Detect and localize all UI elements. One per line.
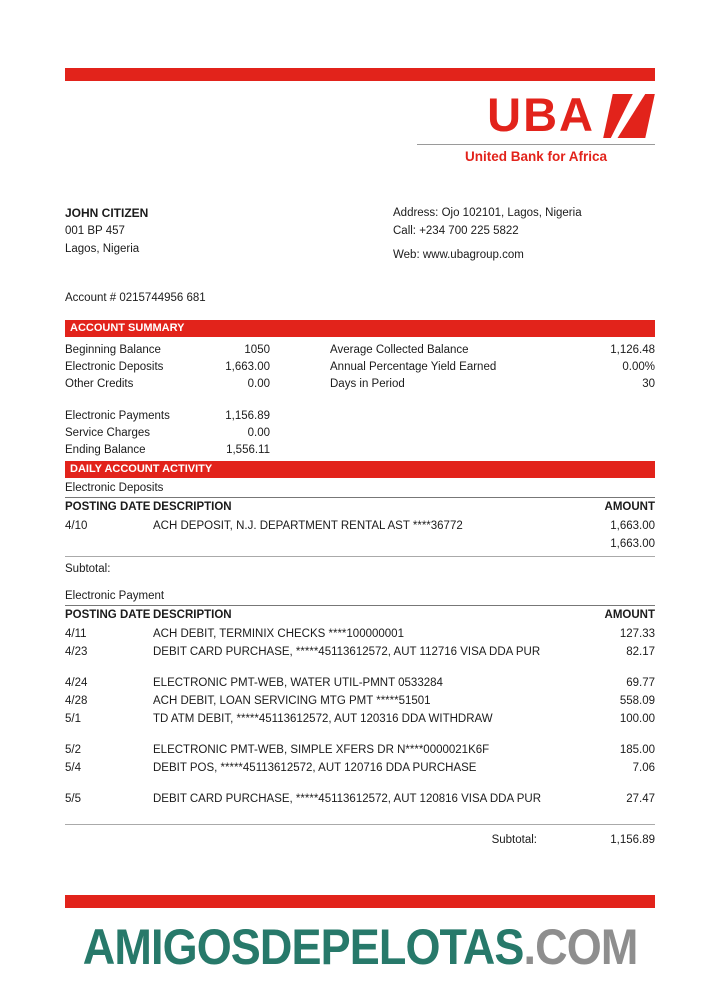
column-posting-date: POSTING DATE [65, 500, 151, 513]
posting-date-cell: 4/10 [65, 519, 88, 532]
payments-subtotal-row [65, 824, 655, 848]
subtotal-label: Subtotal: [491, 833, 537, 846]
table-row [65, 692, 655, 710]
posting-date-cell: 5/5 [65, 792, 81, 805]
brand-tagline: United Bank for Africa [417, 144, 655, 164]
amount-cell: 185.00 [619, 743, 655, 756]
bank-contact-block [393, 204, 655, 264]
description-cell: ACH DEBIT, LOAN SERVICING MTG PMT *****51501 [153, 694, 431, 707]
column-description: DESCRIPTION [153, 500, 232, 513]
summary-value: 30 [642, 377, 655, 390]
watermark-main: AMIGOSDEPELOTAS [82, 919, 524, 975]
summary-row [65, 359, 655, 376]
amount-cell: 1,663.00 [610, 519, 655, 532]
row-gap [65, 661, 655, 674]
posting-date-cell: 5/4 [65, 761, 81, 774]
account-summary-header: ACCOUNT SUMMARY [65, 320, 655, 337]
description-cell: ELECTRONIC PMT-WEB, SIMPLE XFERS DR N****0000021K6F [153, 743, 490, 756]
watermark-suffix: .COM [523, 919, 638, 975]
description-cell: ACH DEPOSIT, N.J. DEPARTMENT RENTAL AST ****36772 [153, 519, 463, 532]
account-number: Account # 0215744956 681 [65, 291, 206, 304]
watermark-text [82, 919, 638, 975]
summary-value: 0.00 [247, 377, 270, 390]
amount-cell: 27.47 [626, 792, 655, 805]
description-cell: TD ATM DEBIT, *****45113612572, AUT 120316 DDA WITHDRAW [153, 712, 493, 725]
table-row [65, 710, 655, 728]
description-cell: DEBIT POS, *****45113612572, AUT 120716 DDA PURCHASE [153, 761, 477, 774]
description-cell: DEBIT CARD PURCHASE, *****45113612572, AUT 120816 VISA DDA PUR [153, 792, 542, 805]
bank-website: Web: www.ubagroup.com [393, 248, 524, 261]
account-summary-table [65, 337, 655, 459]
table-header-row [65, 498, 655, 517]
amount-cell: 558.09 [619, 694, 655, 707]
posting-date-cell: 4/23 [65, 645, 88, 658]
summary-row [65, 376, 655, 393]
amount-cell: 82.17 [626, 645, 655, 658]
brand-logo-block [65, 88, 655, 164]
deposits-section-label: Electronic Deposits [65, 480, 655, 498]
bottom-red-bar [65, 895, 655, 908]
daily-activity-header: DAILY ACCOUNT ACTIVITY [65, 461, 655, 478]
column-amount: AMOUNT [604, 608, 655, 621]
summary-label: Ending Balance [65, 443, 146, 456]
posting-date-cell [65, 535, 153, 553]
column-description: DESCRIPTION [153, 608, 232, 621]
table-header-row [65, 606, 655, 625]
summary-value: 0.00 [247, 426, 270, 439]
summary-value: 0.00% [622, 360, 655, 373]
customer-name: JOHN CITIZEN [65, 205, 149, 220]
bank-address: Address: Ojo 102101, Lagos, Nigeria [393, 206, 582, 219]
table-row [65, 643, 655, 661]
summary-label: Days in Period [330, 377, 405, 390]
amount-cell: 1,663.00 [610, 537, 655, 550]
amount-cell: 100.00 [619, 712, 655, 725]
column-amount: AMOUNT [604, 500, 655, 513]
summary-label: Service Charges [65, 426, 151, 439]
description-cell [153, 535, 563, 553]
amount-cell: 127.33 [619, 627, 655, 640]
summary-label: Beginning Balance [65, 343, 161, 356]
summary-label: Annual Percentage Yield Earned [330, 360, 497, 373]
description-cell: DEBIT CARD PURCHASE, *****45113612572, AUT 112716 VISA DDA PUR [153, 645, 541, 658]
posting-date-cell: 4/11 [65, 627, 87, 640]
top-red-bar [65, 68, 655, 81]
amount-cell: 7.06 [632, 761, 655, 774]
summary-value: 1,556.11 [226, 443, 270, 456]
summary-label: Electronic Payments [65, 409, 170, 422]
table-row [65, 790, 655, 808]
bank-phone: Call: +234 700 225 5822 [393, 224, 519, 237]
logo-row [487, 88, 655, 141]
row-gap [65, 728, 655, 741]
summary-label: Other Credits [65, 377, 134, 390]
summary-spacer [65, 393, 655, 408]
amount-cell: 69.77 [626, 676, 655, 689]
table-row [65, 517, 655, 535]
subtotal-value: 1,156.89 [610, 833, 655, 846]
column-posting-date: POSTING DATE [65, 608, 151, 621]
posting-date-cell: 4/24 [65, 676, 88, 689]
summary-value: 1,126.48 [610, 343, 655, 356]
row-gap [65, 777, 655, 790]
summary-row [65, 425, 655, 442]
table-row [65, 625, 655, 643]
table-row [65, 674, 655, 692]
summary-row [65, 342, 655, 359]
posting-date-cell: 5/2 [65, 743, 81, 756]
customer-info-row [65, 204, 655, 264]
summary-value: 1,156.89 [225, 409, 270, 422]
customer-address-line2: Lagos, Nigeria [65, 242, 140, 255]
payments-section [65, 588, 655, 848]
posting-date-cell: 4/28 [65, 694, 88, 707]
deposits-subtotal-row [65, 556, 655, 586]
summary-label: Average Collected Balance [330, 343, 469, 356]
summary-value: 1050 [244, 343, 270, 356]
summary-row [65, 442, 655, 459]
customer-block [65, 204, 148, 264]
subtotal-label: Subtotal: [65, 562, 111, 575]
payments-section-label: Electronic Payment [65, 588, 655, 606]
table-row [65, 759, 655, 777]
description-cell: ACH DEBIT, TERMINIX CHECKS ****100000001 [153, 627, 404, 640]
posting-date-cell: 5/1 [65, 712, 81, 725]
description-cell: ELECTRONIC PMT-WEB, WATER UTIL-PMNT 0533284 [153, 676, 443, 689]
customer-address-line1: 001 BP 457 [65, 224, 125, 237]
watermark [0, 919, 720, 975]
summary-label: Electronic Deposits [65, 360, 164, 373]
deposits-section [65, 480, 655, 586]
table-row [65, 741, 655, 759]
table-row [65, 535, 655, 553]
uba-logo-icon [603, 94, 655, 138]
uba-logo-text: UBA [487, 88, 595, 141]
summary-row [65, 408, 655, 425]
summary-value: 1,663.00 [225, 360, 270, 373]
